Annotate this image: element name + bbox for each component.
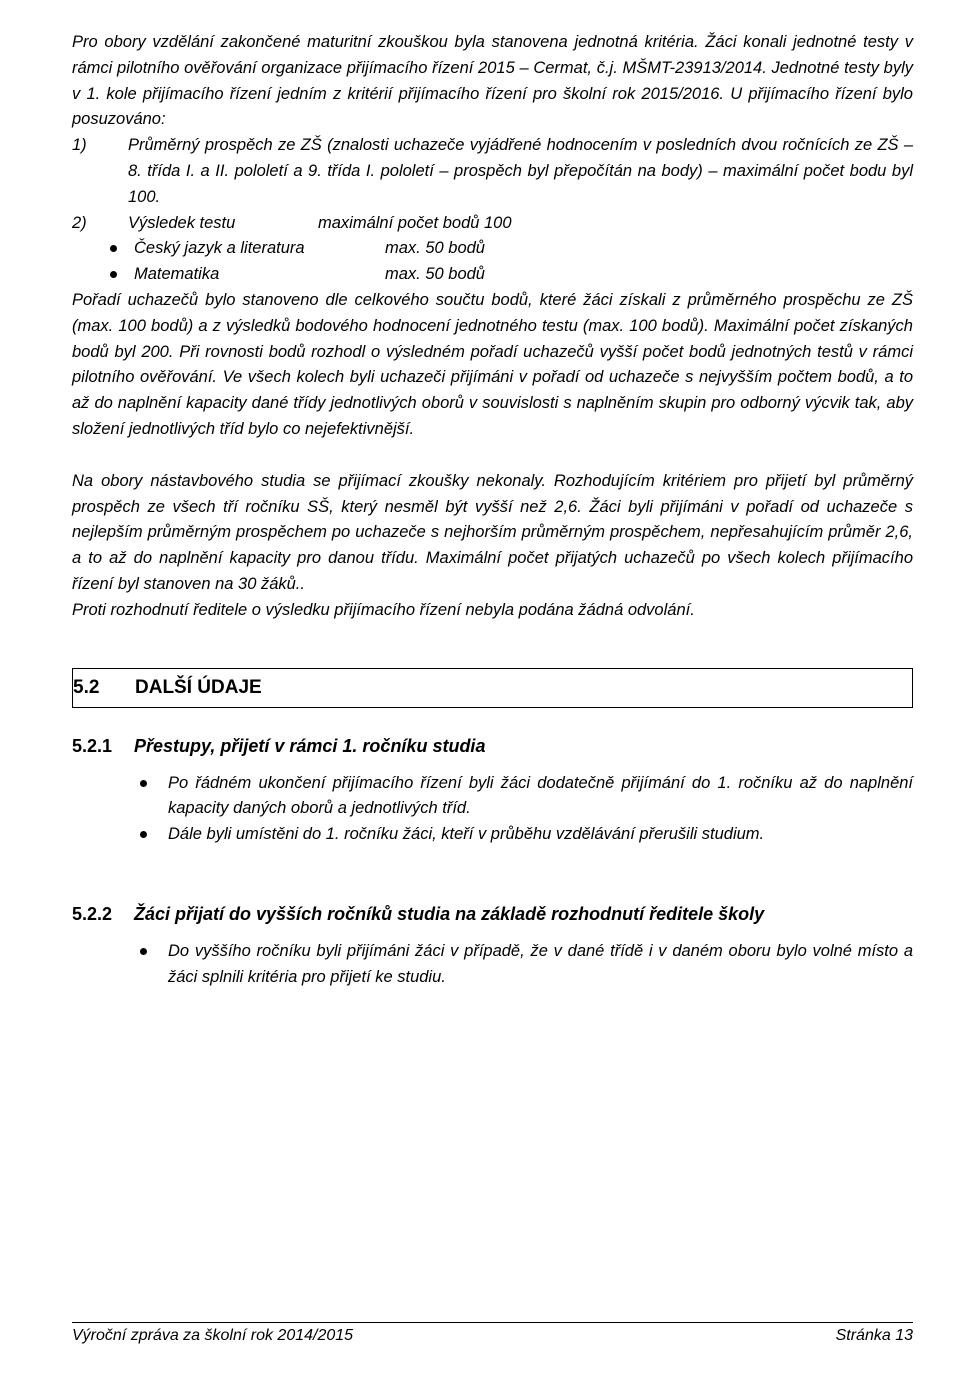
nastavbove-paragraph: Na obory nástavbového studia se přijímací zkoušky nekonaly. Rozhodujícím kritériem pro přijetí byl průměrný prospěch ze všech tří ročníku SŠ, který nesměl být vyšší než 2,6. Žáci byli přijímáni v pořadí od uchazeče s nejlepším průměrným prospěchem po uchazeče s nejhorším průměrným prospěchem, nepřesahujícím průměr 2,6, a to až do naplnění kapacity pro danou třídu. Maximální počet přijatých uchazečů po všech kolech přijímacího řízení byl stanoven na 30 žáků.. [72, 471, 913, 593]
list-item [72, 771, 913, 823]
list-item-text: Do vyššího ročníku byli přijímáni žáci v případě, že v dané třídě i v daném oboru bylo volné místo a žáci splnili kritéria pro přijetí ke studiu. [168, 941, 913, 986]
criterion-1-number: 1) [72, 136, 87, 155]
subsection-title: Žáci přijatí do vyšších ročníků studia na základě rozhodnutí ředitele školy [134, 903, 765, 924]
subsection-number: 5.2.2 [72, 903, 113, 924]
criterion-1 [72, 133, 913, 210]
subsection-1-list [72, 771, 913, 848]
section-heading [72, 668, 913, 708]
section-number: 5.2 [73, 676, 100, 698]
bullet-icon [72, 822, 168, 848]
criterion-1-text: Průměrný prospěch ze ZŠ (znalosti uchazeče vyjádřené hodnocením v posledních dvou ročnících ze ZŠ – 8. třída I. a II. pololetí a 9. třída I. pololetí – prospěch byl přepočítán na body) – maximální počet bodu byl 100. [128, 136, 913, 206]
section-title: DALŠÍ ÚDAJE [135, 676, 262, 698]
subsection-heading-1 [72, 736, 913, 757]
criterion-2-label: Výsledek testu [128, 213, 236, 232]
subject-points: max. 50 bodů [385, 265, 485, 284]
list-item [72, 939, 913, 991]
criterion-2 [72, 211, 913, 237]
subject-name: Matematika [134, 265, 220, 284]
bullet-icon [72, 771, 168, 823]
criterion-2-value: maximální počet bodů 100 [318, 213, 512, 232]
subject-points: max. 50 bodů [385, 239, 485, 258]
footer-title: Výroční zpráva za školní rok 2014/2015 [72, 1327, 354, 1344]
page-number: Stránka 13 [835, 1327, 913, 1344]
bullet-icon [72, 262, 134, 288]
subsection-title: Přestupy, přijetí v rámci 1. ročníku studia [134, 735, 486, 756]
document-page [72, 30, 913, 991]
list-item-text: Po řádném ukončení přijímacího řízení byli žáci dodatečně přijímání do 1. ročníku až do naplnění kapacity daných oborů a jednotlivých tříd. [168, 773, 913, 818]
order-paragraph: Pořadí uchazečů bylo stanoveno dle celkového součtu bodů, které žáci získali z průměrného prospěchu ze ZŠ (max. 100 bodů) a z výsledků bodového hodnocení jednotného testu (max. 100 bodů). Maximální počet získaných bodů byl 200. Při rovnosti bodů rozhodl o výsledném pořadí uchazečů vyšší počet bodů jednotných testů v rámci pilotního ověřování. Ve všech kolech byli uchazeči přijímáni v pořadí od uchazeče s nejvyšším počtem bodů, a to až do naplnění kapacity dané třídy jednotlivých oborů v souvislosti s naplněním skupin pro odborný výcvik tak, aby složení jednotlivých tříd bylo co nejefektivnější. [72, 290, 913, 438]
subject-name: Český jazyk a literatura [134, 239, 305, 258]
list-item-text: Dále byli umístěni do 1. ročníku žáci, kteří v průběhu vzdělávání přerušili studium. [168, 825, 765, 844]
bullet-icon [72, 236, 134, 262]
subject-row [72, 262, 913, 288]
subject-row [72, 236, 913, 262]
intro-paragraph: Pro obory vzdělání zakončené maturitní zkouškou byla stanovena jednotná kritéria. Žáci konali jednotné testy v rámci pilotního ověřování organizace přijímacího řízení 2015 – Cermat, č.j. MŠMT-23913/2014. Jednotné testy byly v 1. kole přijímacího řízení jedním z kritérií přijímacího řízení pro školní rok 2015/2016. U přijímacího řízení bylo posuzováno: [72, 33, 913, 129]
page-footer [72, 1322, 913, 1345]
list-item [72, 822, 913, 848]
odvolani-paragraph: Proti rozhodnutí ředitele o výsledku přijímacího řízení nebyla podána žádná odvolání. [72, 600, 695, 619]
bullet-icon [72, 939, 168, 991]
subsection-heading-2 [72, 904, 913, 925]
criterion-2-number: 2) [72, 213, 87, 232]
subsection-number: 5.2.1 [72, 735, 113, 756]
subsection-2-list [72, 939, 913, 991]
